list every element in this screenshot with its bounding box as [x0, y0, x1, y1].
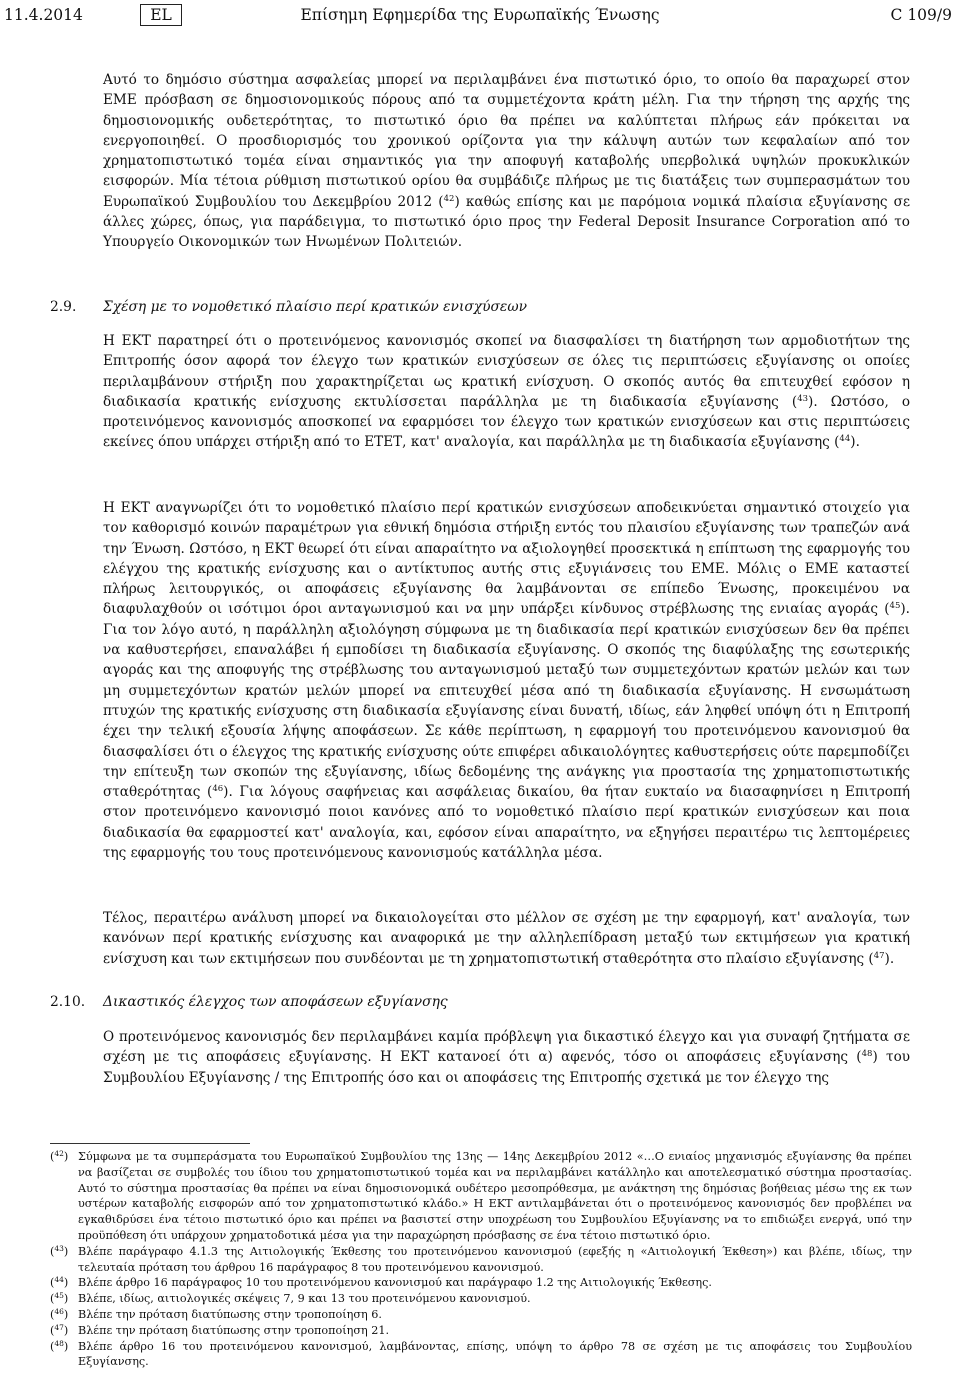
- footnote: [50, 1275, 912, 1291]
- section-title: Σχέση με το νομοθετικό πλαίσιο περί κρατικών ενισχύσεων: [103, 299, 527, 315]
- paragraph-state-aid-framework: Η ΕΚΤ αναγνωρίζει ότι το νομοθετικό πλαίσιο περί κρατικών ενισχύσεων αποδεικνύεται σημαντικό στοιχείο για τον καθορισμό κοινών παραμέτρων για εθνική δημόσια στήριξη εντός του πλαισίου εξυγίανσης των τραπεζών ανά την Ένωση. Ωστόσο, η ΕΚΤ θεωρεί ότι είναι απαραίτητο να αξιολογηθεί προσεκτικά η επίπτωση της εφαρμογής του ελέγχου της κρατικής ενίσχυσης και ο αντίκτυπος αυτής στις εξυγιάνσεις του ΕΜΕ. Μόλις ο ΕΜΕ καταστεί πλήρως λειτουργικός, οι αποφάσεις εξυγίανσης θα λαμβάνονται σε επίπεδο Ένωσης, προκειμένου να διαφυλαχθούν οι ισότιμοι όροι ανταγωνισμού και να μην υπάρξει κίνδυνος στρέβλωσης της ενιαίας αγοράς ($^{45}$). Για τον λόγο αυτό, η παράλληλη αξιολόγηση σύμφωνα με τη διαδικασία περί κρατικών ενισχύσεων δεν θα πρέπει να καθυστερήσει, επαναλάβει ή εμποδίσει τη διαδικασία εξυγίανσης. Ο σκοπός της διαφύλαξης της εσωτερικής αγοράς και της αποφυγής της στρέβλωσης του ανταγωνισμού μεταξύ των συμμετεχόντων κρατών μελών και των μη συμμετεχόντων κρατών μελών μπορεί να επιτευχθεί μέσα από τη διαδικασία εξυγίανσης. Η ενσωμάτωση πτυχών της κρατικής ενίσχυσης στη διαδικασία εξυγίανσης είναι δυνατή, ιδίως, εάν ληφθεί υπόψη ότι η Επιτροπή έχει την τελική εξουσία λήψης αποφάσεων. Σε κάθε περίπτωση, η εφαρμογή του προτεινόμενου κανονισμού θα διασφαλίσει ότι ο έλεγχος της κρατικής ενίσχυσης ούτε επιφέρει αδικαιολόγητες καθυστερήσεις ούτε παρεμποδίζει την επίτευξη των σκοπών της εξυγίανσης, ιδίως δεδομένης της ανάγκης για προστασία της χρηματοπιστωτικής σταθερότητας ($^{46}$). Για λόγους σαφήνειας και ασφάλειας δικαίου, θα ήταν ευκταίο να διασαφηνίσει η Επιτροπή στον προτεινόμενο κανονισμό ποιοι κανόνες από το νομοθετικό πλαίσιο περί κρατικών ενισχύσεων και ποια διαδικασία θα εφαρμοστεί κατ' αναλογία, και, εφόσον είναι απαραίτητο, να εξηγήσει περαιτέρω τις λεπτομέρειες της εφαρμογής του τους προτεινόμενους κανονισμούς κατάλληλα μέσα.: [103, 500, 910, 862]
- page-header: [4, 4, 956, 26]
- footnote: [50, 1307, 912, 1323]
- footnote-ref[interactable]: 45: [889, 601, 901, 612]
- footnote-ref[interactable]: 47: [873, 950, 885, 961]
- publication-date: 11.4.2014: [4, 6, 83, 24]
- footnote-number: ($^{44}$): [50, 1275, 69, 1290]
- footnote-ref[interactable]: 44: [839, 434, 851, 445]
- footnote-ref[interactable]: 48: [861, 1049, 873, 1060]
- footnote: [50, 1149, 912, 1244]
- footnote-number: ($^{48}$): [50, 1338, 69, 1353]
- footnote-text: Βλέπε, ιδίως, αιτιολογικές σκέψεις 7, 9 και 13 του προτεινόμενου κανονισμού.: [78, 1292, 531, 1306]
- footnote-ref[interactable]: 42: [443, 193, 455, 204]
- footnote: [50, 1323, 912, 1339]
- language-badge: EL: [140, 4, 182, 26]
- footnote-text: Βλέπε παράγραφο 4.1.3 της Αιτιολογικής Έκθεσης του προτεινόμενου κανονισμού (εφεξής η «Αιτιολογική Έκθεση») και βλέπε, ιδίως, την τελευταία πρόταση του άρθρου 16 παράγραφος 8 του προτεινόμενου κανονισμού.: [78, 1244, 912, 1274]
- footnote-number: ($^{42}$): [50, 1149, 69, 1163]
- footnote-number: ($^{47}$): [50, 1322, 69, 1337]
- footnote-text: Βλέπε την πρόταση διατύπωσης στην τροποποίηση 21.: [78, 1323, 390, 1337]
- footnote-ref[interactable]: 46: [212, 784, 224, 795]
- journal-title: Επίσημη Εφημερίδα της Ευρωπαϊκής Ένωσης: [300, 6, 660, 24]
- paragraph-judicial-review: Ο προτεινόμενος κανονισμός δεν περιλαμβάνει καμία πρόβλεψη για δικαστικό έλεγχο και για συναφή ζητήματα σε σχέση με τις αποφάσεις εξυγίανσης. Η ΕΚΤ κατανοεί ότι α) αφενός, τόσο οι αποφάσεις εξυγίανσης ($^{48}$) του Συμβουλίου Εξυγίανσης / της Επιτροπής όσο και οι αποφάσεις της Επιτροπής σχετικά με τον έλεγχο της: [103, 1029, 911, 1086]
- section-number: 2.10.: [50, 994, 86, 1010]
- footnote: [50, 1339, 912, 1371]
- section-title: Δικαστικός έλεγχος των αποφάσεων εξυγίανσης: [103, 994, 448, 1010]
- footnote-text: Βλέπε άρθρο 16 παράγραφος 10 του προτεινόμενου κανονισμού και παράγραφο 1.2 της Αιτιολογικής Έκθεσης.: [78, 1276, 712, 1290]
- section-number: 2.9.: [50, 299, 77, 315]
- paragraph-credit-line: Αυτό το δημόσιο σύστημα ασφαλείας μπορεί να περιλαμβάνει ένα πιστωτικό όριο, το οποίο θα παραχωρεί στον ΕΜΕ πρόσβαση σε δημοσιονομικούς πόρους από τα συμμετέχοντα κράτη μέλη. Για την τήρηση της αρχής της δημοσιονομικής ουδετερότητας, το πιστωτικό όριο θα πρέπει να καλύπτεται πλήρως εάν πρόκειται να ενεργοποιηθεί. Ο προσδιορισμός του χρονικού ορίζοντα για την κάλυψη αυτών των κεφαλαίων από τον χρηματοπιστωτικό τομέα είναι σημαντικός για την αποφυγή καταβολής υπερβολικά υψηλών προκυκλικών εισφορών. Μία τέτοια ρύθμιση πιστωτικού ορίου θα συμβάδιζε πλήρως με τις διατάξεις των συμπερασμάτων του Ευρωπαϊκού Συμβουλίου του Δεκεμβρίου 2012 ($^{42}$) καθώς επίσης και με παρόμοια νομικά πλαίσια εξυγίανσης σε άλλες χώρες, όπως, για παράδειγμα, το πιστωτικό όριο προς την Federal Deposit Insurance Corporation από το Υπουργείο Οικονομικών των Ηνωμένων Πολιτειών.: [103, 72, 910, 251]
- footnote-number: ($^{43}$): [50, 1243, 69, 1258]
- page-reference: C 109/9: [890, 6, 952, 24]
- footnote-text: Βλέπε την πρόταση διατύπωσης στην τροποποίηση 6.: [78, 1307, 382, 1321]
- paragraph-further-analysis: Τέλος, περαιτέρω ανάλυση μπορεί να δικαιολογείται στο μέλλον σε σχέση με την εφαρμογή, κατ' αναλογία, των κανόνων περί κρατικής ενίσχυσης και αναφορικά με την αλληλεπίδραση μεταξύ των εκτιμήσεων για κρατική ενίσχυση και των εκτιμήσεων που συνδέονται με τη χρηματοπιστωτική σταθερότητα στο πλαίσιο εξυγίανσης ($^{47}$).: [103, 910, 910, 967]
- footnotes: [50, 1149, 912, 1370]
- paragraph-state-aid-control: Η ΕΚΤ παρατηρεί ότι ο προτεινόμενος κανονισμός σκοπεί να διασφαλίσει τη διατήρηση των αρμοδιοτήτων της Επιτροπής όσον αφορά τον έλεγχο των κρατικών ενισχύσεων σε όλες τις περιπτώσεις εξυγίανσης οι οποίες περιλαμβάνουν στήριξη που χαρακτηρίζεται ως κρατική ενίσχυση. Ο σκοπός αυτός θα επιτευχθεί εφόσον η διαδικασία κρατικής ενίσχυσης εκτυλίσσεται παράλληλα με τη διαδικασία εξυγίανσης ($^{43}$). Ωστόσο, ο προτεινόμενος κανονισμός αποσκοπεί να εφαρμόσει τον έλεγχο των κρατικών ενισχύσεων και στις περιπτώσεις εκείνες όπου υπάρχει στήριξη από το ΕΤΕΤ, κατ' αναλογία, και παράλληλα με τη διαδικασία εξυγίανσης ($^{44}$).: [103, 333, 911, 451]
- footnote-number: ($^{46}$): [50, 1306, 69, 1321]
- footnote-separator: [50, 1143, 250, 1144]
- footnote-ref[interactable]: 43: [797, 393, 809, 404]
- footnote-text: Σύμφωνα με τα συμπεράσματα του Ευρωπαϊκού Συμβουλίου της 13ης — 14ης Δεκεμβρίου 2012 «…Ο ενιαίος μηχανισμός εξυγίανσης θα πρέπει να βασίζεται σε συμβολές του ίδιου του χρηματοπιστωτικού τομέα και να περιλαμβάνει κατάλληλο και αποτελεσματικό σύστημα προστασίας. Αυτό το σύστημα προστασίας θα πρέπει να είναι δημοσιονομικά ουδέτερο μεσοπρόθεσμα, με ανάκτηση της δημόσιας βοήθειας μέσω της εκ των υστέρων καταβολής εισφορών από τον χρηματοπιστωτικό κλάδο.» Η ΕΚΤ αντιλαμβάνεται ότι ο προτεινόμενος κανονισμός δεν προβλέπει να εγκαθιδρύσει ένα τέτοιο πιστωτικό όριο και πρέπει να βασιστεί στην υποχρέωση του Συμβουλίου Εξυγίανσης να το επιδιώξει ενεργά, υπό την προϋπόθεση ότι υπάρχουν χρηματοδοτικά μέσα για την παραχώρηση πρόσβασης σε ένα τέτοιο πιστωτικό όριο.: [78, 1150, 912, 1242]
- footnote: [50, 1291, 912, 1307]
- footnote-text: Βλέπε άρθρο 16 του προτεινόμενου κανονισμού, λαμβάνοντας, επίσης, υπόψη το άρθρο 78 σε σχέση με τις αποφάσεις του Συμβουλίου Εξυγίανσης.: [78, 1339, 912, 1369]
- footnote: [50, 1244, 912, 1276]
- footnote-number: ($^{45}$): [50, 1291, 69, 1306]
